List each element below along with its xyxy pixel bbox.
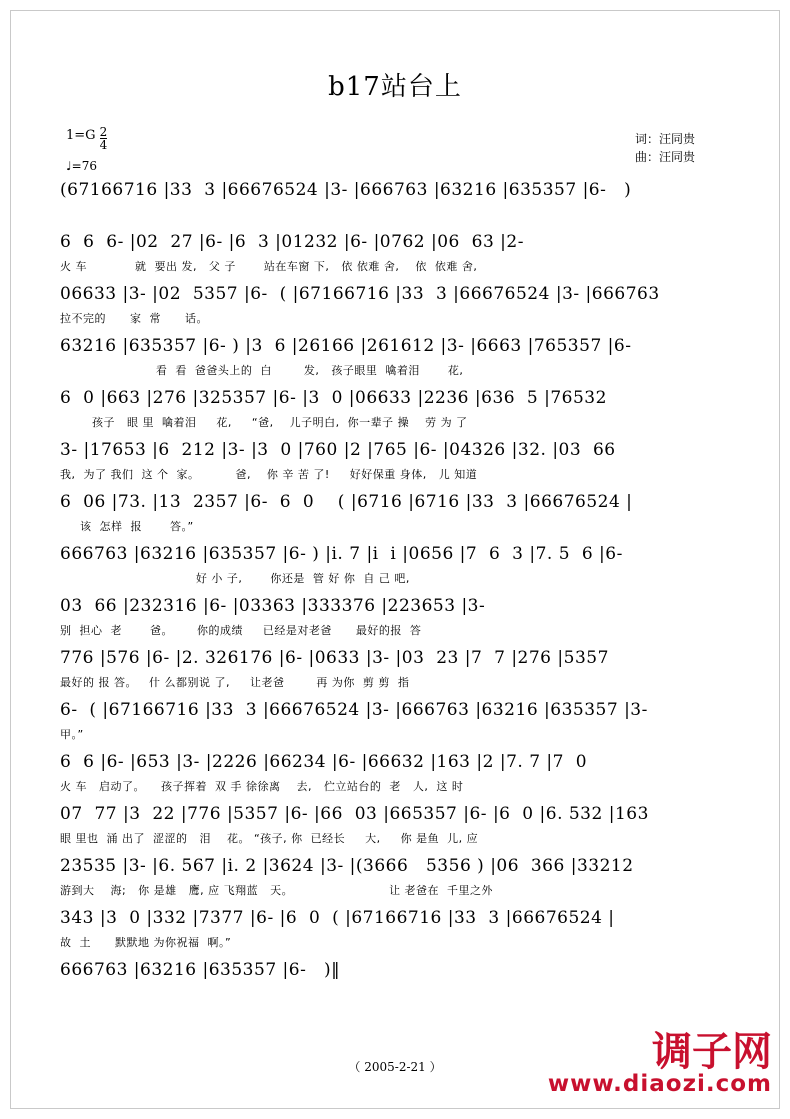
notation-row: 3- |17653 |6 212 |3- |3 0 |760 |2 |765 |6- |04326 |32. |03 66: [60, 440, 616, 460]
score-line: [60, 176, 732, 228]
lyrics-row: 我, 为了 我们 这 个 家。 爸, 你 辛 苦 了! 好好保重 身体, 儿 知道: [60, 468, 478, 481]
quarter-note-icon: ♩: [66, 159, 72, 173]
watermark-site-name: 调子网: [652, 1028, 772, 1075]
score-line: [60, 592, 732, 644]
composition-date: （ 2005-2-21 ）: [348, 1060, 442, 1074]
score-line: [60, 280, 732, 332]
notation-row: 6- ( |67166716 |33 3 |66676524 |3- |666763 |63216 |635357 |3-: [60, 700, 648, 720]
watermark-url: www.diaozi.com: [547, 1070, 772, 1097]
lyrics-row: 该 怎样 报 答。”: [60, 520, 194, 533]
lyrics-row: 火 车 就 要出 发, 父 子 站在车窗 下, 依 依难 舍, 依 依难 舍,: [60, 260, 478, 273]
notation-row: 63216 |635357 |6- ) |3 6 |26166 |261612 |3- |6663 |765357 |6-: [60, 336, 632, 356]
composer: 曲：汪同贵: [634, 150, 695, 164]
tempo-value: =76: [71, 159, 97, 173]
lyrics-row: 故 土 默默地 为你祝福 啊。”: [60, 936, 232, 949]
notation-row: 6 6 6- |02 27 |6- |6 3 |01232 |6- |0762 |06 63 |2-: [60, 232, 524, 252]
tempo-marking: [66, 159, 107, 173]
score-line: [60, 904, 732, 956]
notation-row: 343 |3 0 |332 |7377 |6- |6 0 ( |67166716 |33 3 |66676524 |: [60, 908, 615, 928]
key-signature: 1=G: [66, 128, 96, 143]
notation-row: 666763 |63216 |635357 |6- ) |i. 7 |i i |0656 |7 6 3 |7. 5 6 |6-: [60, 544, 623, 564]
score-line: [60, 644, 732, 696]
lyrics-row: 好 小 子, 你还是 管 好 你 自 己 吧,: [60, 572, 410, 585]
lyrics-row: 看 看 爸爸头上的 白 发, 孩子眼里 噙着泪 花,: [60, 364, 464, 377]
notation-row: 666763 |63216 |635357 |6- )‖: [60, 960, 341, 980]
lyrics-row: 甲。”: [60, 728, 84, 741]
notation-row: 07 77 |3 22 |776 |5357 |6- |66 03 |665357 |6- |6 0 |6. 532 |163: [60, 804, 649, 824]
score-line: [60, 800, 732, 852]
notation-row: 06633 |3- |02 5357 |6- ( |67166716 |33 3 |66676524 |3- |666763: [60, 284, 660, 304]
score-line: [60, 852, 732, 904]
score-line: [60, 488, 732, 540]
notation-row: 6 6 |6- |653 |3- |2226 |66234 |6- |66632 |163 |2 |7. 7 |7 0: [60, 752, 588, 772]
score-line: [60, 696, 732, 748]
site-watermark: [547, 1028, 772, 1097]
lyrics-row: 最好的 报 答。 什 么都别说 了, 让老爸 再 为你 剪 剪 指: [60, 676, 410, 689]
key-and-meter: [66, 125, 108, 173]
lyricist: 词：汪同贵: [634, 132, 695, 146]
notation-row: 03 66 |232316 |6- |03363 |333376 |223653 |3-: [60, 596, 486, 616]
notation-row: 6 06 |73. |13 2357 |6- 6 0 ( |6716 |6716 |33 3 |66676524 |: [60, 492, 633, 512]
page-title: b17站台上: [328, 72, 462, 102]
lyrics-row: 拉不完的 家 常 话。: [60, 312, 208, 325]
score-line: [60, 228, 732, 280]
score-line: [60, 748, 732, 800]
score-line: [60, 540, 732, 592]
lyrics-row: 别 担心 老 爸。 你的成绩 已经是对老爸 最好的报 答: [60, 624, 422, 637]
lyrics-row: 孩子 眼 里 噙着泪 花, “爸, 儿子明白, 你一辈子 操 劳 为 了: [60, 416, 468, 429]
score-line: [60, 956, 732, 1008]
score-line: [60, 332, 732, 384]
lyrics-row: 火 车 启动了。 孩子挥着 双 手 徐徐离 去, 伫立站台的 老 人, 这 时: [60, 780, 464, 793]
notation-row: (67166716 |33 3 |66676524 |3- |666763 |63216 |635357 |6- ): [60, 180, 632, 200]
lyrics-row: 眼 里也 涌 出了 涩涩的 泪 花。 “孩子, 你 已经长 大, 你 是鱼 儿, 应: [60, 832, 479, 845]
meter-numerator: 2: [99, 125, 108, 139]
lyrics-row: 游到大 海; 你 是雄 鹰, 应 飞翔蓝 天。 让 老爸在 千里之外: [60, 884, 494, 897]
notation-row: 6 0 |663 |276 |325357 |6- |3 0 |06633 |2236 |636 5 |76532: [60, 388, 607, 408]
notation-row: 23535 |3- |6. 567 |i. 2 |3624 |3- |(3666 5356 ) |06 366 |33212: [60, 856, 634, 876]
music-score: [60, 176, 732, 1008]
credits: [635, 130, 695, 166]
notation-row: 776 |576 |6- |2. 326176 |6- |0633 |3- |03 23 |7 7 |276 |5357: [60, 648, 609, 668]
score-line: [60, 436, 732, 488]
score-line: [60, 384, 732, 436]
meter-denominator: 4: [99, 138, 108, 152]
time-signature: [100, 126, 108, 151]
